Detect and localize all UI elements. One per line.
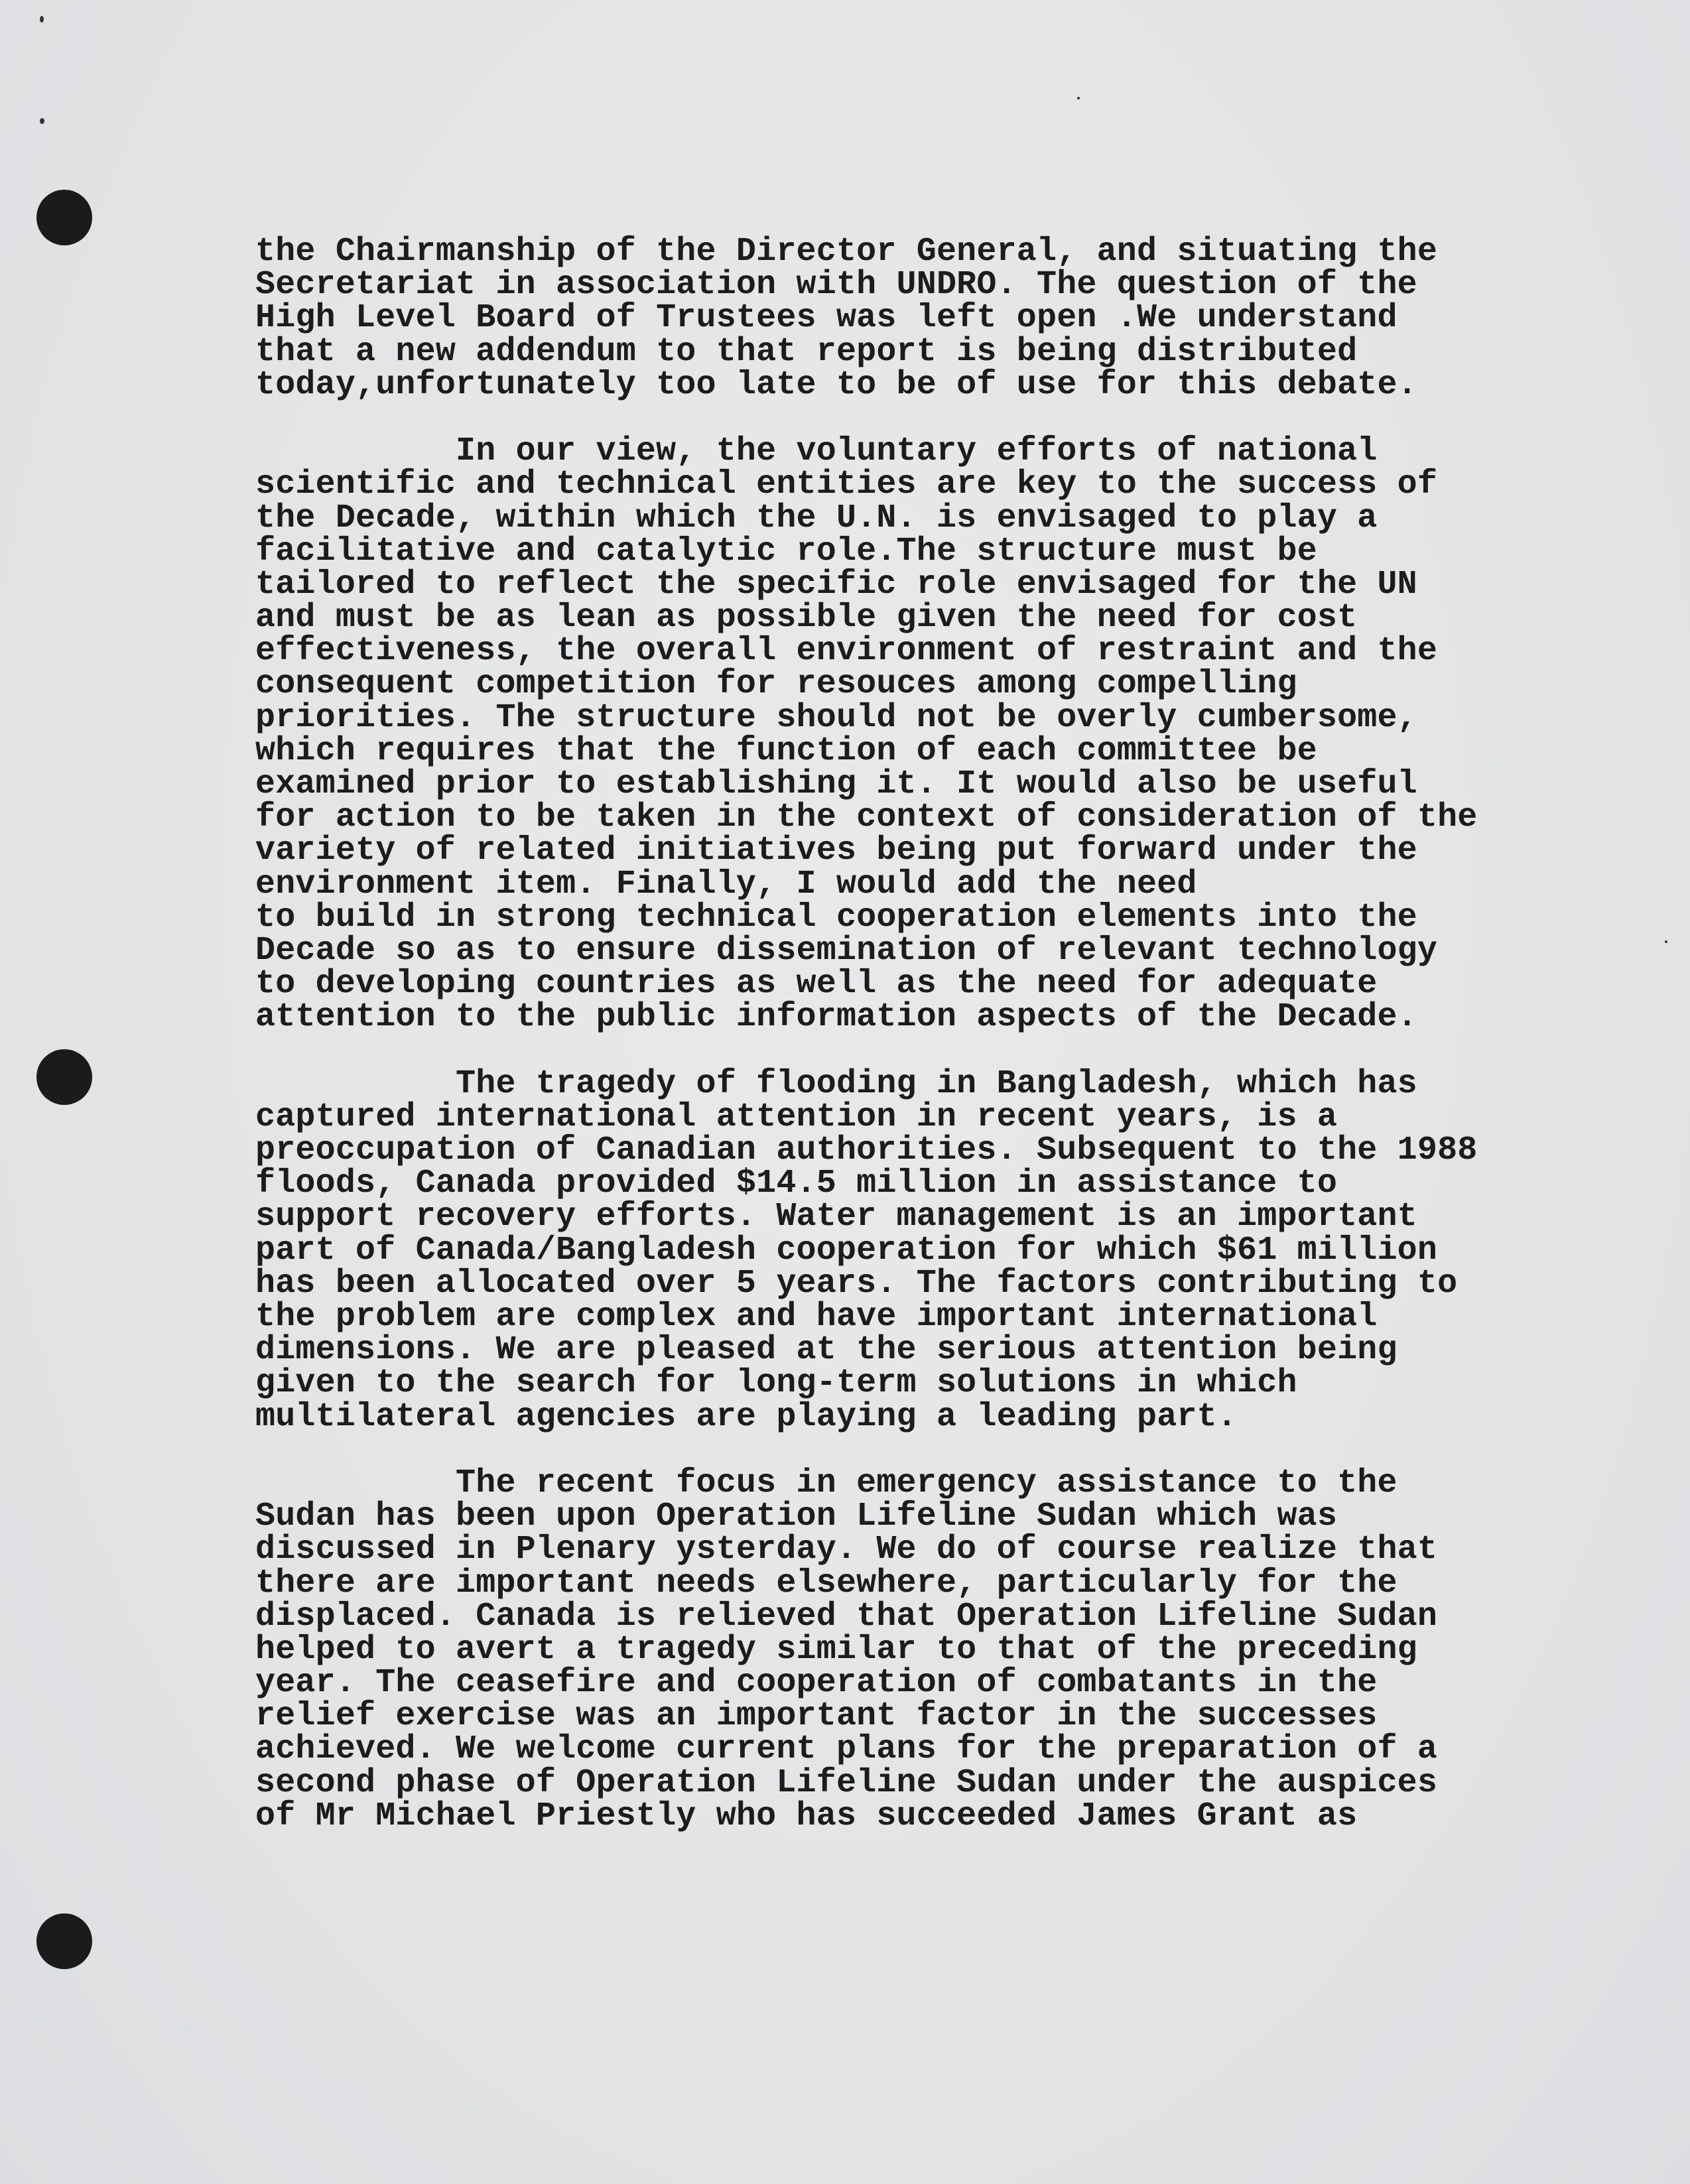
text-line: relief exercise was an important factor in the successes — [255, 1697, 1378, 1736]
text-line: second phase of Operation Lifeline Sudan under the auspices — [255, 1764, 1438, 1802]
text-line: The recent focus in emergency assistance to the — [255, 1464, 1398, 1502]
text-line: today,unfortunately too late to be of use for this debate. — [255, 365, 1417, 404]
text-line: attention to the public information aspects of the Decade. — [255, 998, 1417, 1037]
text-line: facilitative and catalytic role.The structure must be — [255, 532, 1317, 570]
text-line: there are important needs elsewhere, particularly for the — [255, 1564, 1398, 1602]
text-line: of Mr Michael Priestly who has succeeded James Grant as — [255, 1797, 1358, 1835]
text-line: multilateral agencies are playing a leading part. — [255, 1397, 1238, 1436]
paragraph-2 — [255, 432, 1582, 1037]
text-line: captured international attention in recent years, is a — [255, 1098, 1338, 1136]
paragraph-3 — [255, 1064, 1582, 1436]
text-line: year. The ceasefire and cooperation of combatants in the — [255, 1664, 1378, 1702]
paragraph-1 — [255, 235, 1582, 402]
text-line: the problem are complex and have important international — [255, 1298, 1378, 1336]
punch-hole-top — [36, 190, 92, 245]
text-line: support recovery efforts. Water management is an important — [255, 1198, 1417, 1236]
text-line: achieved. We welcome current plans for the preparation of a — [255, 1730, 1438, 1769]
punch-hole-bottom — [36, 1913, 92, 1969]
text-line: and must be as lean as possible given the need for cost — [255, 599, 1358, 637]
scan-speck — [1077, 97, 1080, 99]
text-line: scientific and technical entities are key to the success of — [255, 466, 1438, 504]
text-line: to build in strong technical cooperation elements into the — [255, 898, 1417, 936]
scan-speck — [40, 118, 44, 124]
text-line: part of Canada/Bangladesh cooperation for which $61 million — [255, 1231, 1438, 1269]
text-line: displaced. Canada is relieved that Operation Lifeline Sudan — [255, 1597, 1438, 1636]
text-line: In our view, the voluntary efforts of national — [255, 432, 1378, 471]
text-line: Secretariat in association with UNDRO. The question of the — [255, 266, 1417, 304]
text-line: environment item. Finally, I would add the need — [255, 865, 1197, 903]
text-line: given to the search for long-term solutions in which — [255, 1364, 1297, 1403]
text-line: discussed in Plenary ysterday. We do of course realize that — [255, 1531, 1438, 1569]
text-line: examined prior to establishing it. It would also be useful — [255, 765, 1417, 803]
text-line: variety of related initiatives being put forward under the — [255, 832, 1417, 870]
text-line: floods, Canada provided $14.5 million in assistance to — [255, 1165, 1338, 1203]
text-line: Decade so as to ensure dissemination of relevant technology — [255, 931, 1438, 970]
text-line: tailored to reflect the specific role envisaged for the UN — [255, 565, 1417, 604]
text-line: the Decade, within which the U.N. is envisaged to play a — [255, 499, 1378, 537]
text-line: helped to avert a tragedy similar to that of the preceding — [255, 1630, 1417, 1669]
text-line: consequent competition for resouces among compelling — [255, 665, 1297, 704]
text-line: for action to be taken in the context of consideration of the — [255, 799, 1478, 837]
document-body — [255, 235, 1582, 1866]
punch-hole-middle — [36, 1049, 92, 1105]
text-line: the Chairmanship of the Director General, and situating the — [255, 233, 1438, 271]
text-line: Sudan has been upon Operation Lifeline Sudan which was — [255, 1498, 1338, 1536]
scan-speck — [40, 16, 44, 23]
text-line: dimensions. We are pleased at the serious attention being — [255, 1331, 1398, 1370]
text-line: The tragedy of flooding in Bangladesh, which has — [255, 1064, 1417, 1103]
text-line: to developing countries as well as the need for adequate — [255, 965, 1378, 1003]
text-line: preoccupation of Canadian authorities. Subsequent to the 1988 — [255, 1131, 1478, 1170]
text-line: High Level Board of Trustees was left open .We understand — [255, 299, 1398, 338]
text-line: which requires that the function of each committee be — [255, 732, 1317, 770]
paragraph-4 — [255, 1464, 1582, 1835]
text-line: effectiveness, the overall environment of restraint and the — [255, 632, 1438, 671]
scan-speck — [1665, 940, 1667, 943]
text-line: that a new addendum to that report is being distributed — [255, 332, 1358, 371]
text-line: priorities. The structure should not be overly cumbersome, — [255, 698, 1417, 737]
text-line: has been allocated over 5 years. The factors contributing to — [255, 1264, 1458, 1303]
